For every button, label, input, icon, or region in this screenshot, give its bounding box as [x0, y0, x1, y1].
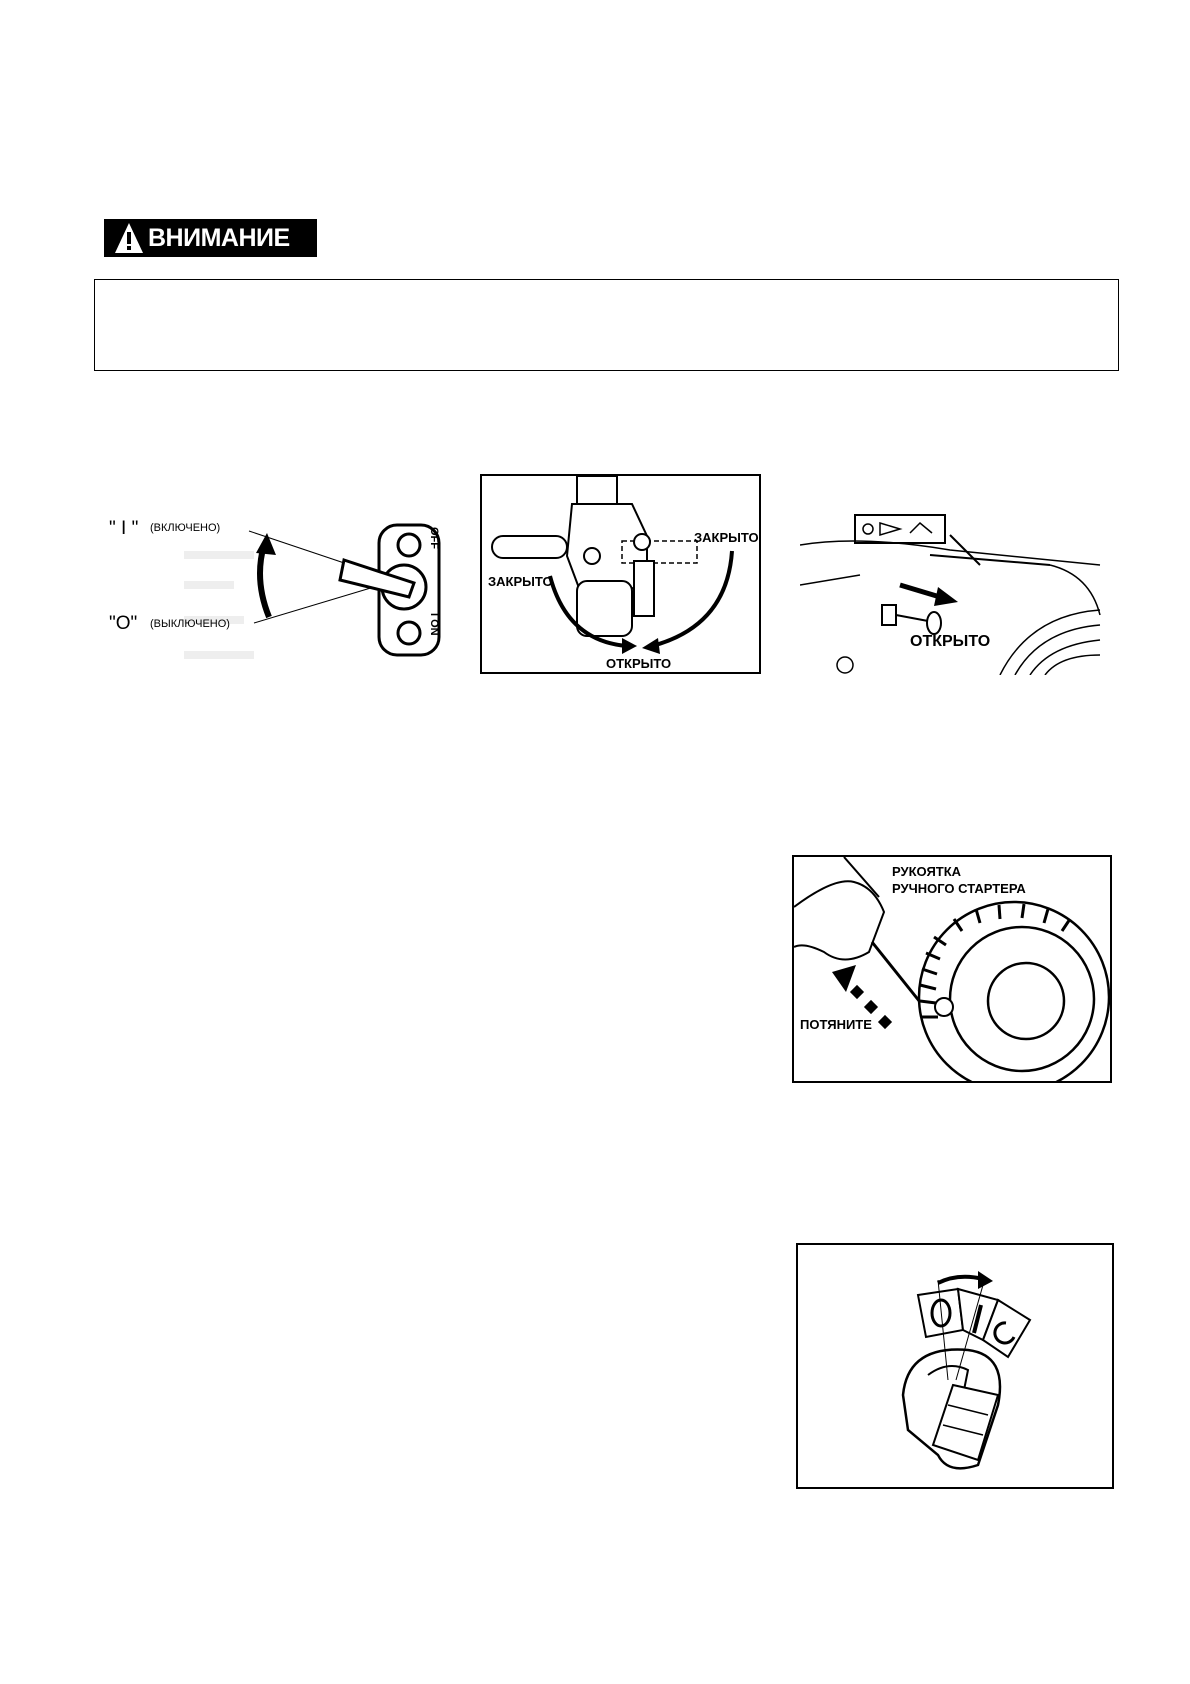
starter-handle-label-line1: РУКОЯТКА — [892, 864, 962, 879]
fuel-closed-left-label: ЗАКРЫТО — [488, 574, 553, 589]
figure-fuel-valve — [480, 474, 761, 674]
switch-on-mark: " I " — [109, 518, 139, 539]
warning-triangle-icon — [114, 221, 144, 255]
switch-off-mark: "O" — [109, 613, 138, 634]
warning-text-box — [94, 279, 1119, 371]
figure-choke — [800, 505, 1110, 675]
switch-off-state: (ВЫКЛЮЧЕНО) — [150, 618, 230, 630]
starter-handle-label — [892, 863, 1026, 897]
switch-positions-illustration — [798, 1245, 1112, 1487]
fuel-closed-right-label: ЗАКРЫТО — [694, 530, 759, 545]
figure-switch-positions — [796, 1243, 1114, 1489]
warning-label: ВНИМАНИЕ — [148, 223, 290, 252]
starter-handle-label-line2: РУЧНОГО СТАРТЕРА — [892, 881, 1026, 896]
warning-badge — [104, 219, 317, 257]
starter-pull-label: ПОТЯНИТЕ — [800, 1017, 872, 1032]
plate-on-label: I ON — [428, 613, 440, 636]
figure-recoil-starter — [792, 855, 1112, 1083]
plate-off-label: OFF — [428, 527, 440, 549]
choke-open-label: ОТКРЫТО — [910, 633, 991, 650]
switch-on-state: (ВКЛЮЧЕНО) — [150, 522, 221, 534]
figure-engine-switch — [104, 505, 454, 680]
fuel-open-label: ОТКРЫТО — [606, 656, 672, 671]
